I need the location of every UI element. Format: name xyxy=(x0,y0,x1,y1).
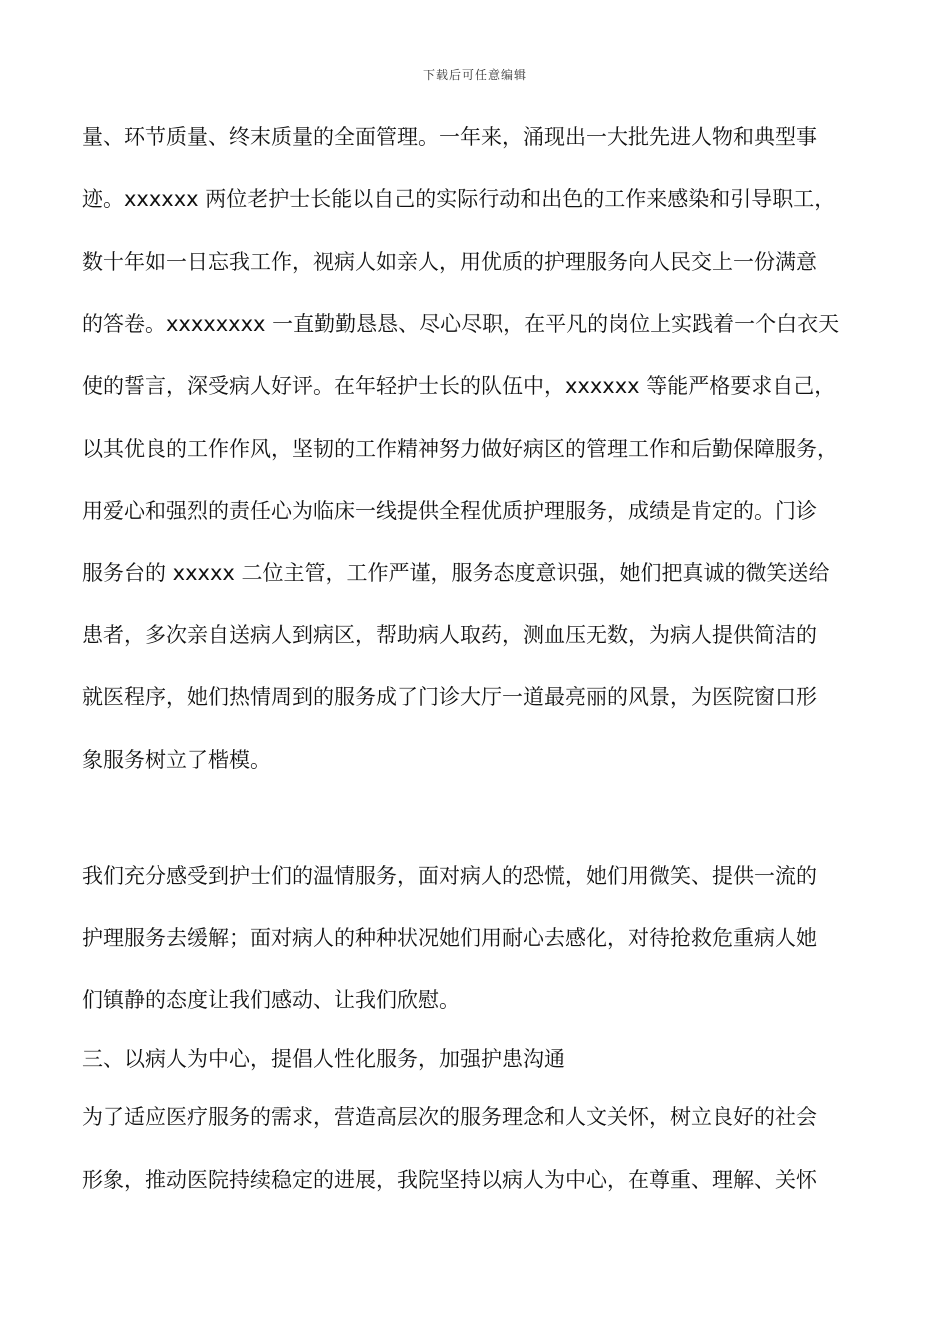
text-line: 就医程序，她们热情周到的服务成了门诊大厅一道最亮丽的风景，为医院窗口形 xyxy=(82,685,817,709)
text-line: 患者，多次亲自送病人到病区，帮助病人取药，测血压无数，为病人提供简洁的 xyxy=(82,623,817,647)
text-line: 象服务树立了楷模。 xyxy=(82,748,271,772)
text-line: 为了适应医疗服务的需求，营造高层次的服务理念和人文关怀，树立良好的社会 xyxy=(82,1105,817,1129)
text-line: 我们充分感受到护士们的温情服务，面对病人的恐慌，她们用微笑、提供一流的 xyxy=(82,864,817,888)
download-note: 下载后可任意编辑 xyxy=(422,68,527,82)
text-line: 迹。xxxxxx 两位老护士长能以自己的实际行动和出色的工作来感染和引导职工， xyxy=(82,187,836,211)
text-line: 的答卷。xxxxxxxx 一直勤勤恳恳、尽心尽职，在平凡的岗位上实践着一个白衣天 xyxy=(82,312,840,336)
text-line: 们镇静的态度让我们感动、让我们欣慰。 xyxy=(82,988,460,1012)
text-line: 形象，推动医院持续稳定的进展，我院坚持以病人为中心，在尊重、理解、关怀 xyxy=(82,1168,817,1192)
section-heading: 三、以病人为中心，提倡人性化服务，加强护患沟通 xyxy=(82,1047,565,1071)
text-line: 用爱心和强烈的责任心为临床一线提供全程优质护理服务，成绩是肯定的。门诊 xyxy=(82,499,817,523)
text-line: 量、环节质量、终末质量的全面管理。一年来，涌现出一大批先进人物和典型事 xyxy=(82,125,817,149)
text-line: 使的誓言，深受病人好评。在年轻护士长的队伍中，xxxxxx 等能严格要求自己， xyxy=(82,374,836,398)
text-line: 以其优良的工作作风，坚韧的工作精神努力做好病区的管理工作和后勤保障服务， xyxy=(82,437,838,461)
text-line: 护理服务去缓解；面对病人的种种状况她们用耐心去感化，对待抢救危重病人她 xyxy=(82,926,817,950)
text-line: 数十年如一日忘我工作，视病人如亲人，用优质的护理服务向人民交上一份满意 xyxy=(82,250,817,274)
text-line: 服务台的 xxxxx 二位主管，工作严谨，服务态度意识强，她们把真诚的微笑送给 xyxy=(82,561,830,585)
